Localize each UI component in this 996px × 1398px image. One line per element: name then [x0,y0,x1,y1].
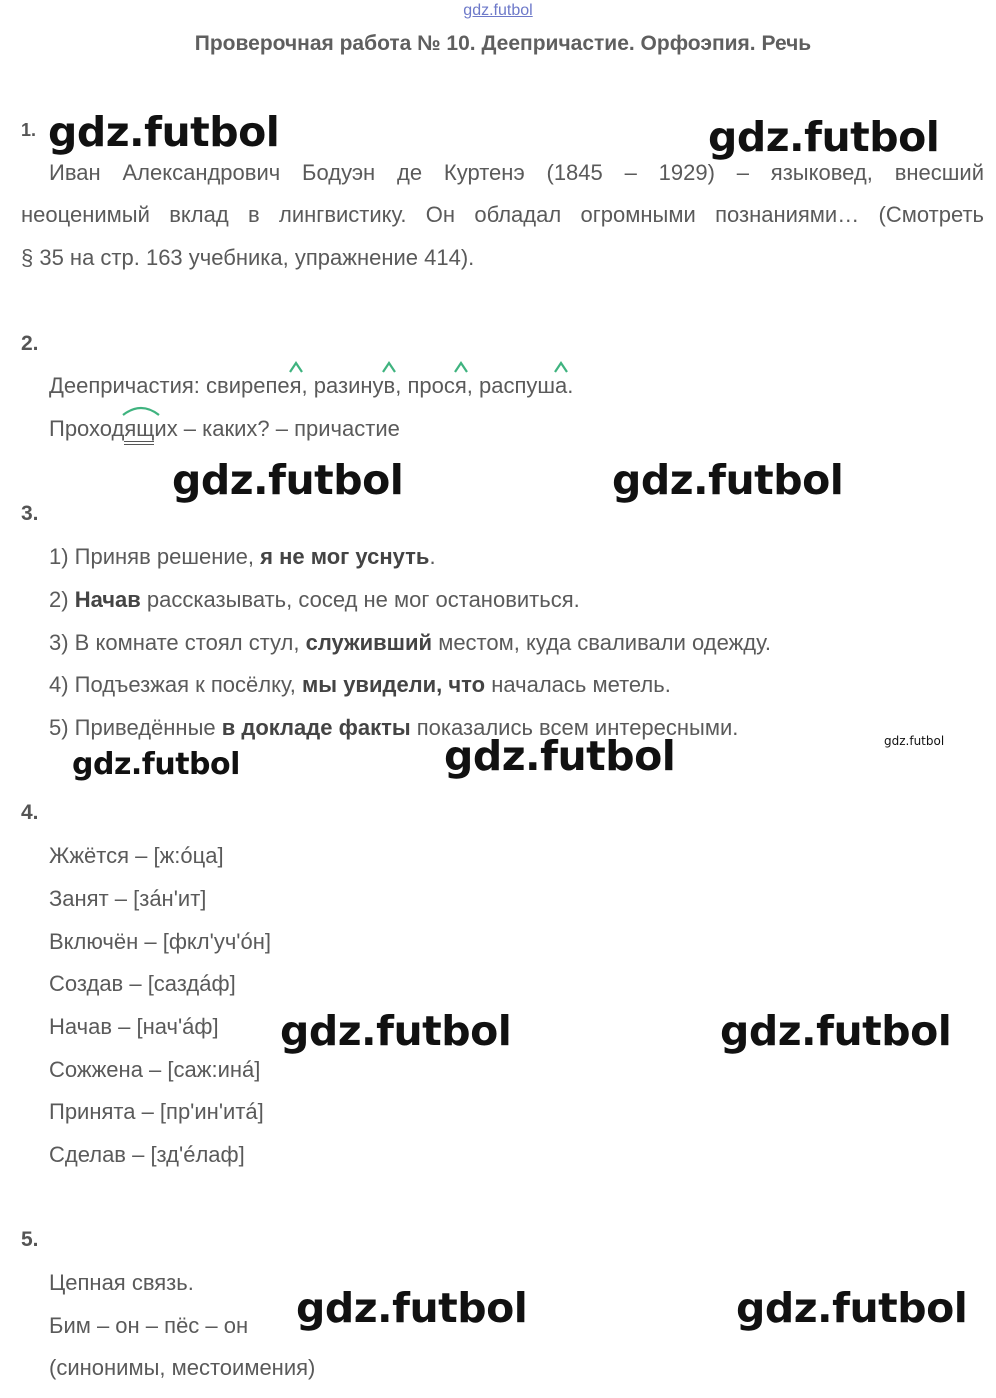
watermark: gdz.futbol [48,108,280,156]
caret-icon [381,361,397,373]
task-1-line-2: неоценимый вклад в лингвистику. Он обладал огромными познаниями… (Смотреть [21,202,984,227]
watermark: gdz.futbol [296,1284,528,1332]
watermark: gdz.futbol [884,734,945,748]
task-5-number: 5. [21,1228,39,1251]
task-4-number: 4. [21,801,39,824]
task-5-line: Бим – он – пёс – он [49,1313,249,1338]
task-3-item: 5) Приведённые в докладе факты показались всем интересными. [49,715,739,740]
task-2-number: 2. [21,332,39,355]
participle-suffix: ящ [124,416,154,445]
transcription-line: Занят – [зáн'ит] [49,886,207,911]
task-5-line: Цепная связь. [49,1270,194,1295]
gerund-word: прося , [407,373,479,398]
page-title: Проверочная работа № 10. Деепричастие. Орфоэпия. Речь [194,32,812,55]
transcription-line: Сожжена – [саж:инá] [49,1057,261,1082]
gerund-word: распуша . [479,373,573,398]
watermark: gdz.futbol [708,113,940,161]
task-3-number: 3. [21,502,39,525]
task-3-item: 4) Подъезжая к посёлку, мы увидели, что началась метель. [49,672,671,697]
watermark: gdz.futbol [280,1007,512,1055]
watermark: gdz.futbol [444,732,676,780]
suffix-mark: я [290,373,302,398]
suffix-mark: а [555,373,567,398]
transcription-line: Начав – [нач'áф] [49,1014,219,1039]
watermark: gdz.futbol [172,456,404,504]
watermark: gdz.futbol [612,456,844,504]
gerund-word: разинув , [314,373,408,398]
gerunds-label: Деепричастия: [49,373,207,398]
caret-icon [453,361,469,373]
task-2-line-1 [49,373,573,399]
watermark: gdz.futbol [72,747,240,782]
suffix-mark: в [384,373,396,398]
top-watermark: gdz.futbol [463,2,533,19]
task-1-line-1: Иван Александрович Бодуэн де Куртенэ (1845 – 1929) – языковед, внесший [49,160,984,185]
task-3-item: 3) В комнате стоял стул, служивший местом, куда сваливали одежду. [49,630,772,655]
transcription-line: Включён – [фкл'уч'óн] [49,929,271,954]
transcription-line: Жжётся – [ж:óца] [49,843,224,868]
task-1-number: 1. [21,120,37,140]
transcription-line: Принята – [пр'ин'итá] [49,1099,264,1124]
suffix-mark: я [455,373,467,398]
watermark: gdz.futbol [736,1284,968,1332]
task-5-line: (синонимы, местоимения) [49,1355,316,1380]
transcription-line: Создав – [саздáф] [49,971,236,996]
suffix-arc-icon [121,403,161,417]
task-3-item: 2) Начав рассказывать, сосед не мог остановиться. [49,587,580,612]
task-1-line-3: § 35 на стр. 163 учебника, упражнение 414). [21,245,475,270]
task-2-line-2: Проходящ их – каких? – причастие [49,416,400,442]
watermark: gdz.futbol [720,1007,952,1055]
caret-icon [553,361,569,373]
transcription-line: Сделав – [зд'éлаф] [49,1142,245,1167]
caret-icon [288,361,304,373]
gerund-word: свирепея , [206,373,314,398]
task-3-item: 1) Приняв решение, я не мог уснуть. [49,544,436,569]
